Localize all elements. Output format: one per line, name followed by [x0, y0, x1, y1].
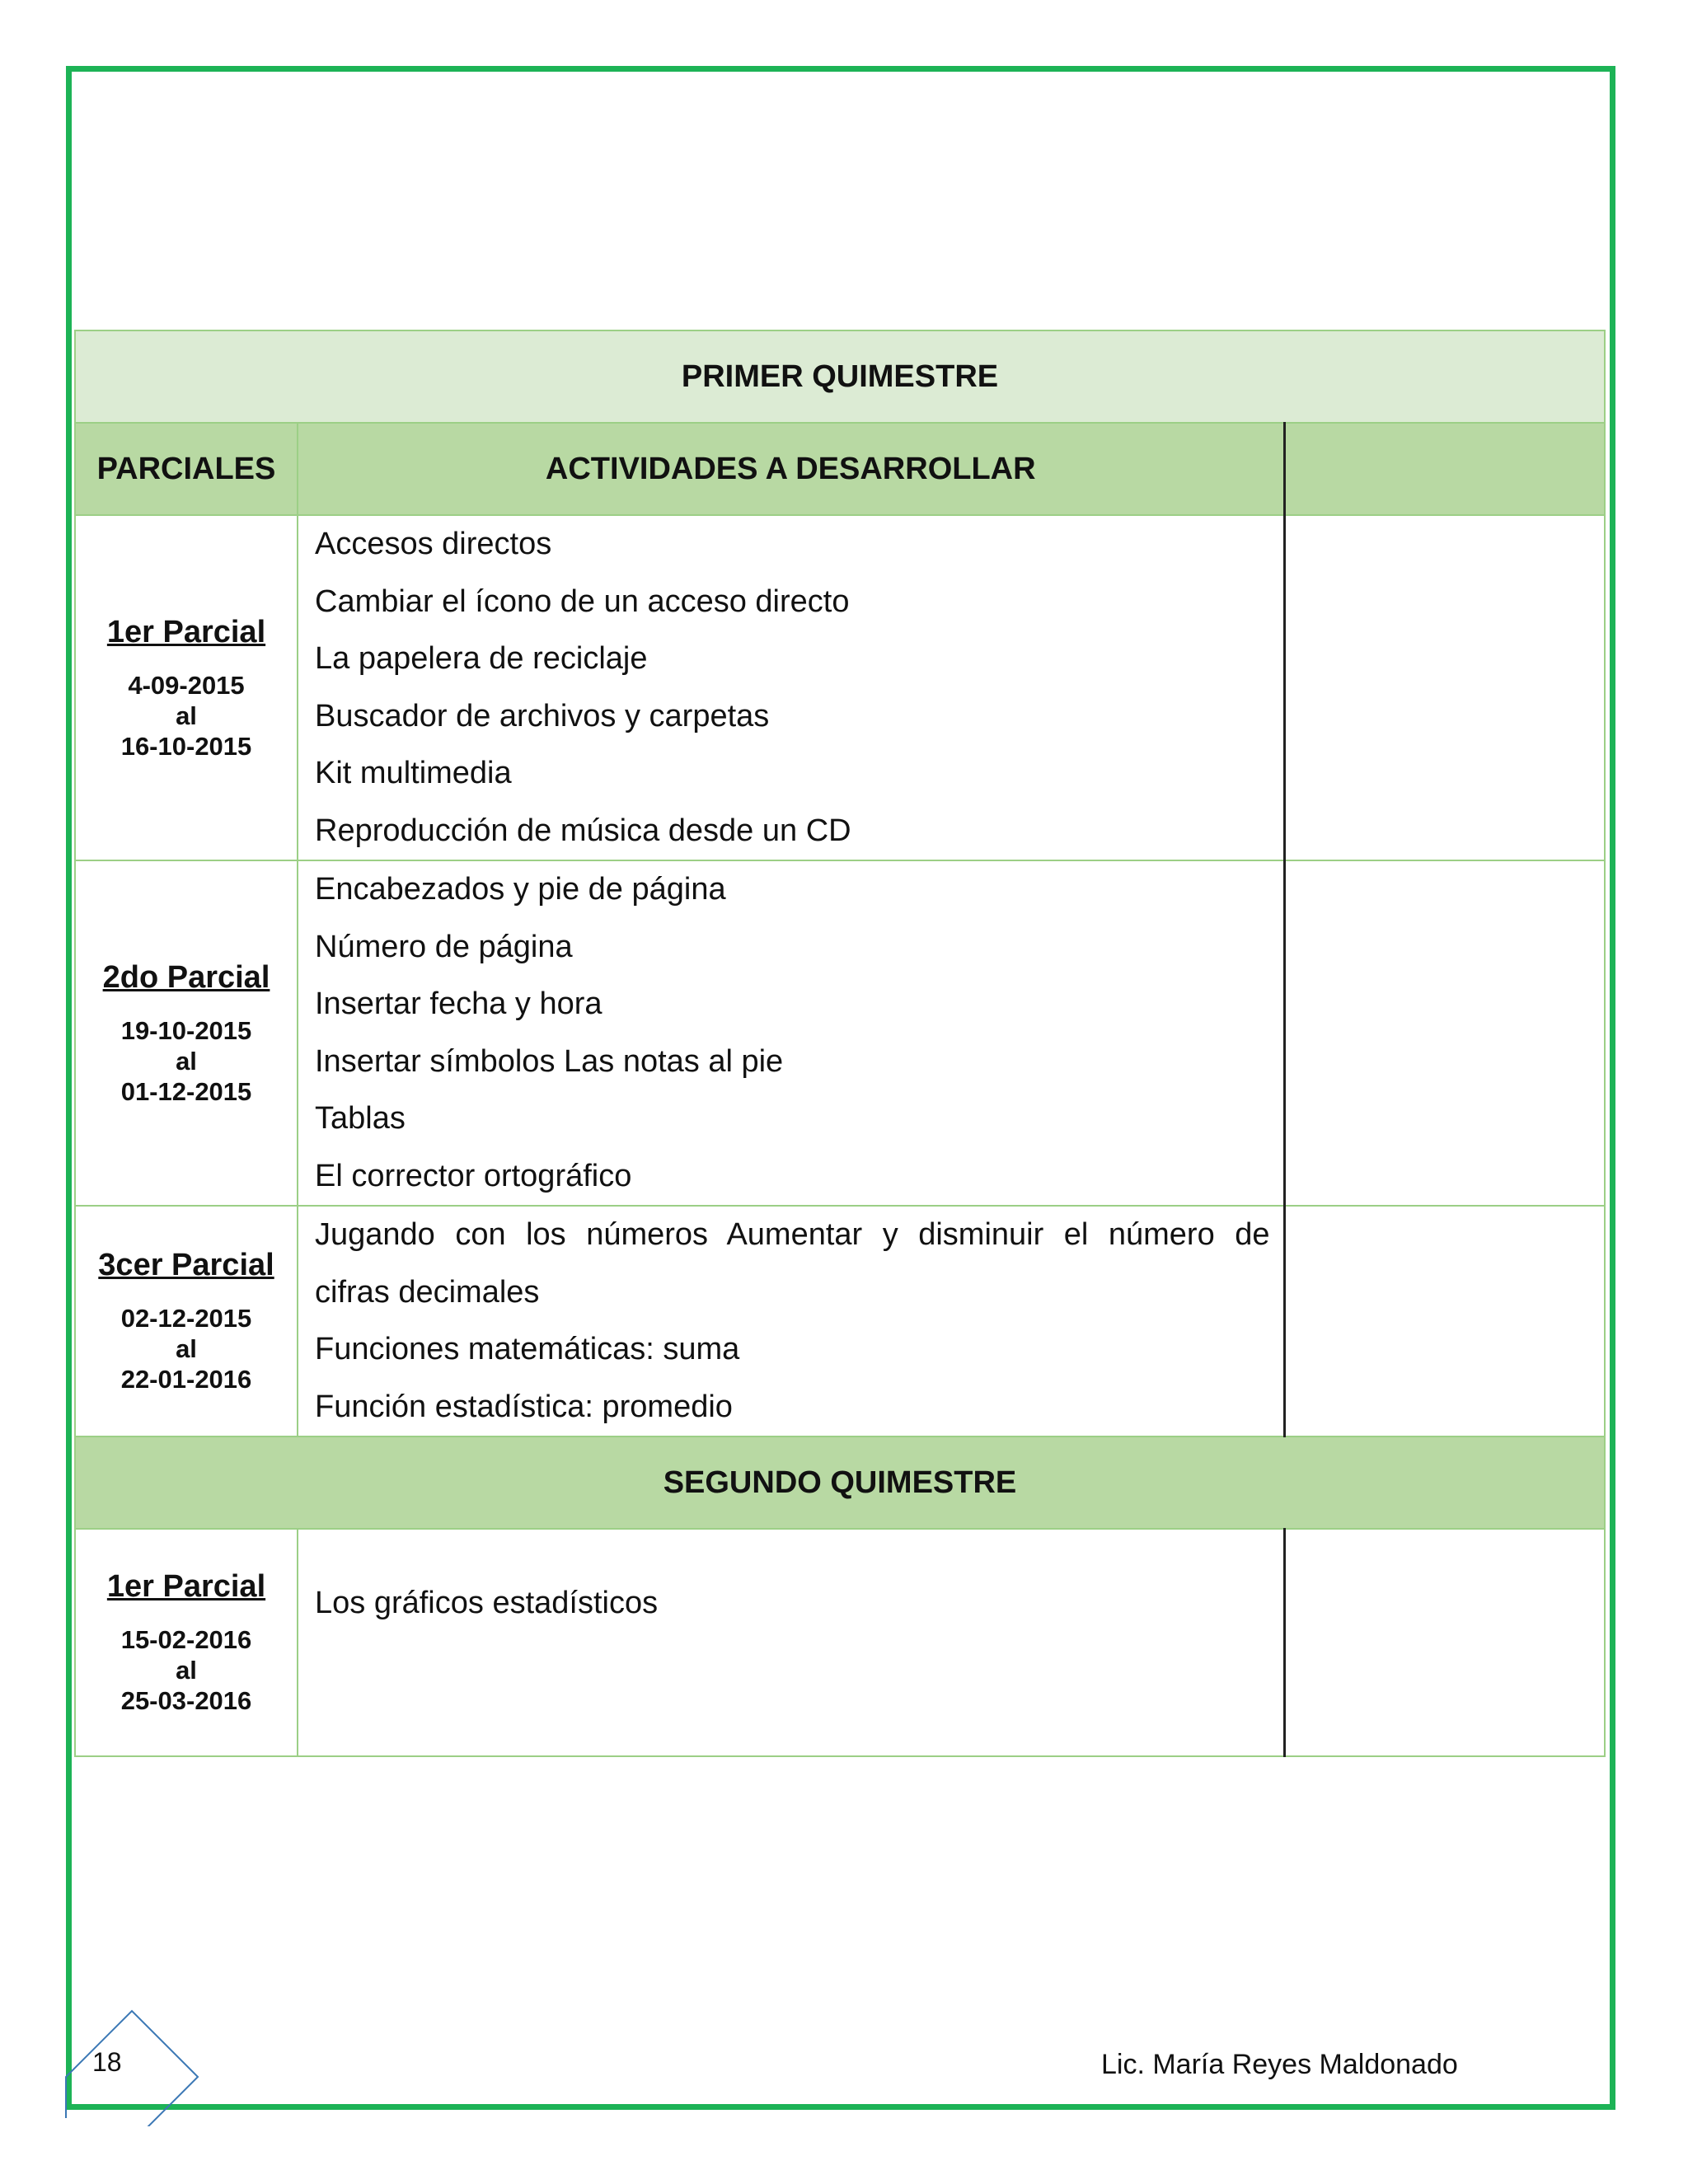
- activity-item: Jugando con los números Aumentar y disminuir el número de: [315, 1217, 1270, 1252]
- corner-diamond-icon: [58, 1978, 206, 2126]
- parcial-date-sep: al: [176, 1334, 197, 1363]
- parcial-date-to: 16-10-2015: [120, 731, 252, 761]
- schedule-table: [74, 330, 1606, 1757]
- quimestre2-header-row: [75, 1436, 1605, 1529]
- activity-item: Insertar fecha y hora: [315, 987, 603, 1021]
- activity-item: Tablas: [315, 1101, 406, 1136]
- activities-cell: [298, 1206, 1284, 1436]
- col-header-actividades: ACTIVIDADES A DESARROLLAR: [298, 423, 1284, 515]
- parcial-date-from: 02-12-2015: [120, 1304, 252, 1333]
- quimestre1-title: [75, 330, 1605, 423]
- activity-item: Función estadística: promedio: [315, 1389, 733, 1424]
- parcial-cell: [75, 1206, 298, 1436]
- table-row: [75, 1206, 1605, 1436]
- parcial-date-to: 25-03-2016: [120, 1686, 252, 1715]
- parcial-name: 2do Parcial: [102, 959, 270, 995]
- parcial-date-sep: al: [176, 1656, 197, 1685]
- parcial-name: 1er Parcial: [106, 614, 266, 649]
- extra-cell: [1284, 860, 1605, 1206]
- activity-item: Insertar símbolos Las notas al pie: [315, 1043, 784, 1079]
- parcial-cell: [75, 515, 298, 860]
- activity-item: Kit multimedia: [315, 756, 512, 790]
- activity-item: La papelera de reciclaje: [315, 641, 648, 676]
- activity-item: Cambiar el ícono de un acceso directo: [315, 583, 850, 619]
- col-header-extra: [1284, 423, 1605, 515]
- author-name: Lic. María Reyes Maldonado: [1101, 2049, 1458, 2080]
- activities-cell: [298, 860, 1284, 1206]
- activity-item: Accesos directos: [315, 527, 552, 561]
- table-row: [75, 1529, 1605, 1756]
- parcial-name: 3cer Parcial: [98, 1248, 274, 1282]
- col-header-parciales: PARCIALES: [75, 423, 298, 515]
- activity-item: cifras decimales: [315, 1274, 540, 1310]
- parcial-date-to: 22-01-2016: [120, 1365, 252, 1394]
- activity-item: Los gráficos estadísticos: [315, 1586, 659, 1620]
- table-row: [75, 515, 1605, 860]
- activity-item: Buscador de archivos y carpetas: [315, 698, 770, 733]
- extra-cell: [1284, 1206, 1605, 1436]
- parcial-date-sep: al: [176, 1046, 197, 1076]
- activities-cell: [298, 1529, 1284, 1756]
- activity-item: El corrector ortográfico: [315, 1158, 632, 1193]
- activity-item: Número de página: [315, 929, 573, 964]
- column-header-row: [75, 423, 1605, 515]
- parcial-date-sep: al: [176, 701, 197, 730]
- activities-cell: [298, 515, 1284, 860]
- quimestre2-title-text: SEGUNDO QUIMESTRE: [663, 1465, 1017, 1500]
- parcial-date-from: 4-09-2015: [128, 670, 245, 700]
- activity-item: Reproducción de música desde un CD: [315, 813, 851, 848]
- quimestre1-header-row: [75, 330, 1605, 423]
- parcial-cell: [75, 860, 298, 1206]
- quimestre2-title: [75, 1436, 1605, 1529]
- activity-item: Encabezados y pie de página: [315, 872, 726, 907]
- parcial-date-from: 15-02-2016: [120, 1625, 252, 1654]
- page-number: 18: [92, 2047, 122, 2077]
- parcial-date-to: 01-12-2015: [120, 1076, 252, 1106]
- extra-cell: [1284, 1529, 1605, 1756]
- activity-item: Funciones matemáticas: suma: [315, 1332, 740, 1366]
- parcial-date-from: 19-10-2015: [120, 1015, 252, 1045]
- parcial-cell: [75, 1529, 298, 1756]
- parcial-name: 1er Parcial: [106, 1569, 266, 1604]
- quimestre1-title-text: PRIMER QUIMESTRE: [681, 359, 999, 394]
- extra-cell: [1284, 515, 1605, 860]
- table-row: [75, 860, 1605, 1206]
